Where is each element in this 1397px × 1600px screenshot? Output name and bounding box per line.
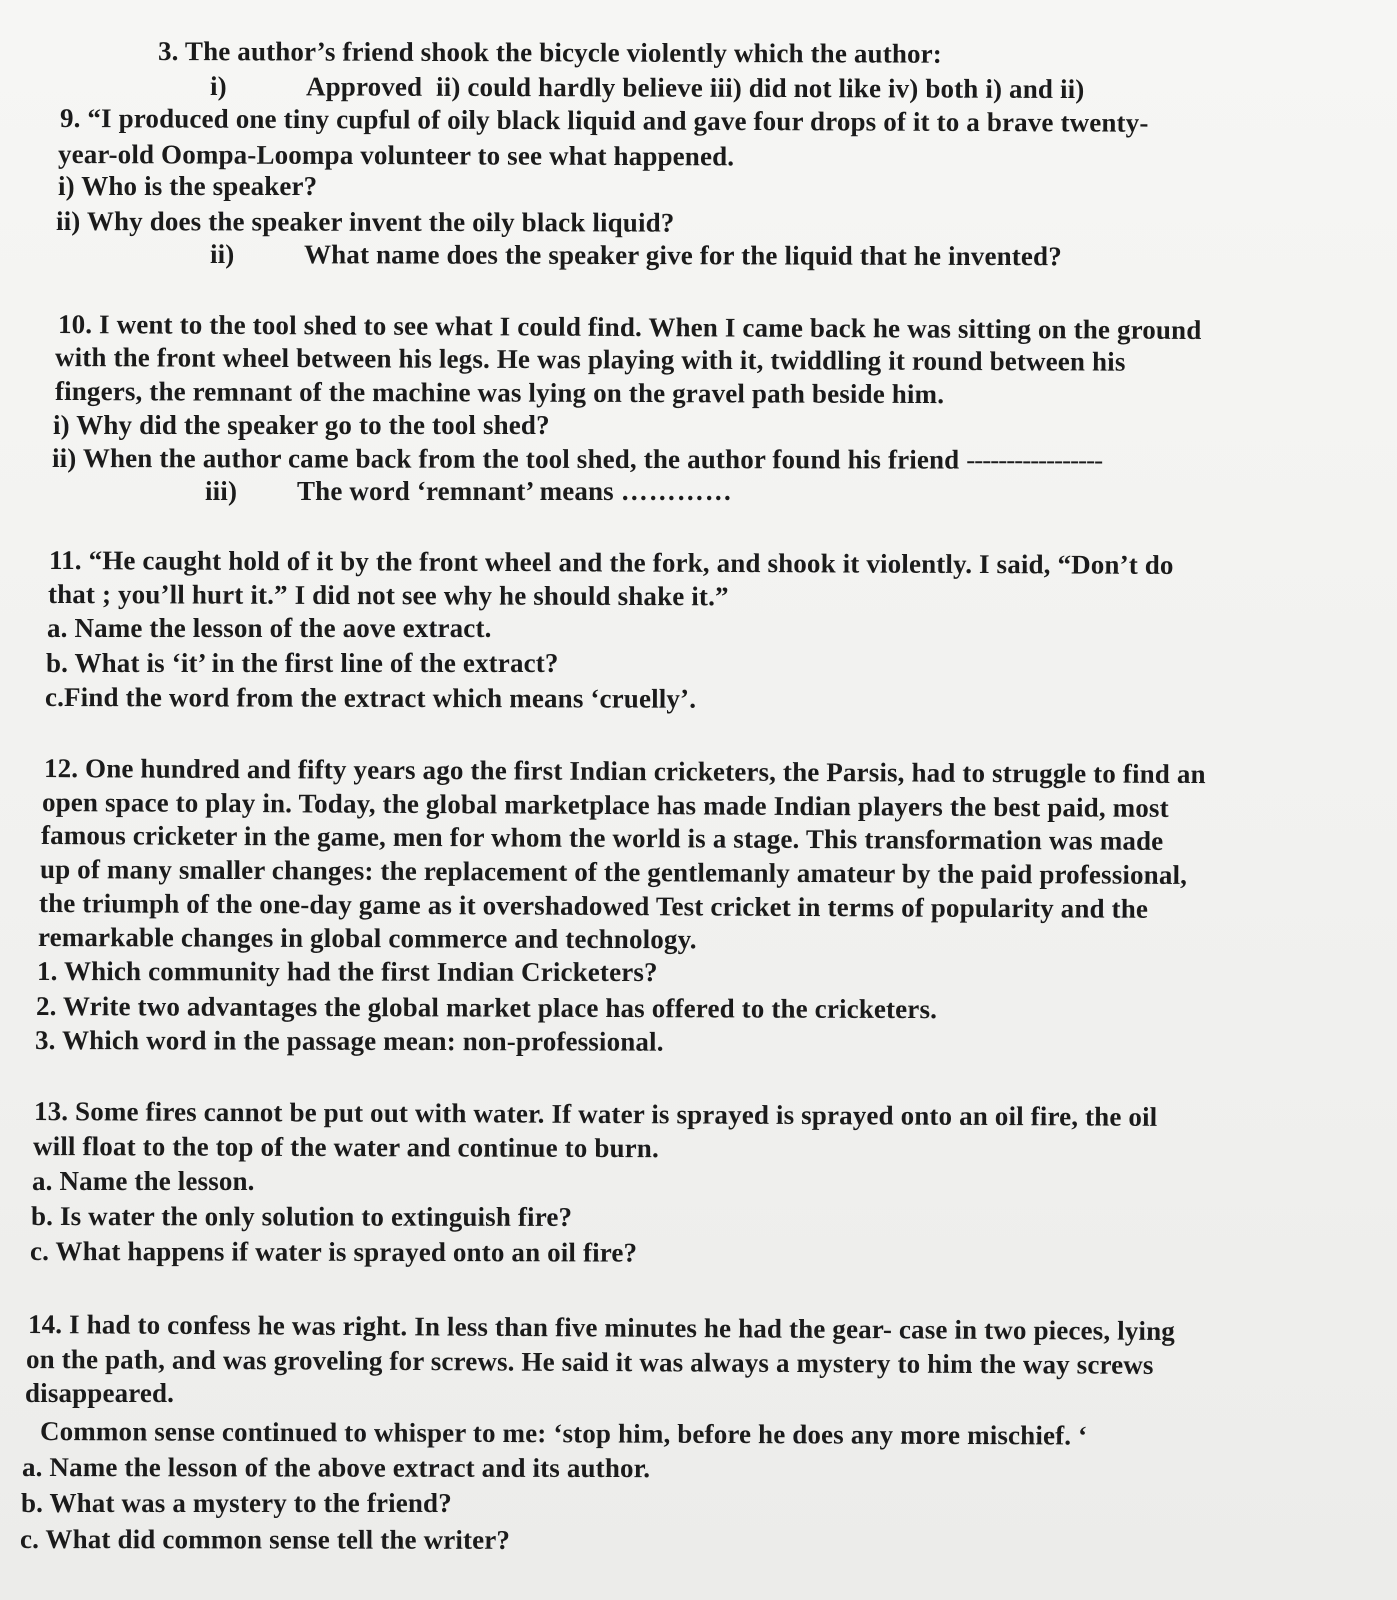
q13-passage-line-1: 13. Some fires cannot be put out with water. If water is sprayed is sprayed onto an oil fire, the oil [33, 1096, 1158, 1132]
q12-question-3: 3. Which word in the passage mean: non-professional. [34, 1025, 664, 1057]
q3-option-i-text: Approved [305, 71, 423, 102]
q3-option-i-number: i) [209, 71, 227, 102]
q9-question-iii-number: ii) [209, 239, 235, 270]
q12-question-1: 1. Which community had the first Indian Cricketers? [36, 956, 658, 988]
q10-question-ii-text: ii) When the author came back from the tool shed, the author found his friend [51, 443, 960, 475]
q11-question-c: c.Find the word from the extract which means ‘cruelly’. [44, 682, 697, 714]
q13-question-c: c. What happens if water is sprayed onto an oil fire? [29, 1236, 638, 1268]
q3-options [210, 69, 1085, 106]
q12-passage-line-3: famous cricketer in the game, men for whom the world is a stage. This transformation was made [40, 820, 1164, 856]
q11-passage-line-1: 11. “He caught hold of it by the front wheel and the fork, and shook it violently. I said, “Don’t do [48, 545, 1174, 580]
q12-question-2: 2. Write two advantages the global market place has offered to the cricketers. [35, 991, 938, 1025]
q9-question-i: i) Who is the speaker? [58, 171, 318, 201]
q10-question-ii [52, 441, 1102, 477]
q11-question-b: b. What is ‘it’ in the first line of the extract? [46, 648, 559, 678]
q12-passage-line-2: open space to play in. Today, the global marketplace has made Indian players the best paid, most [41, 787, 1169, 823]
q10-passage-line-2: with the front wheel between his legs. He was playing with it, twiddling it round between his [54, 342, 1126, 377]
q11-question-a: a. Name the lesson of the aove extract. [47, 613, 492, 643]
q3-options-rest: ii) could hardly believe iii) did not like iv) both i) and ii) [435, 71, 1085, 105]
q14-question-b: b. What was a mystery to the friend? [21, 1488, 452, 1518]
q12-passage-line-1: 12. One hundred and fifty years ago the first Indian cricketers, the Parsis, had to struggle to find an [43, 753, 1206, 790]
q10-passage-line-3: fingers, the remnant of the machine was lying on the gravel path beside him. [54, 376, 945, 410]
q9-question-ii: ii) Why does the speaker invent the oily black liquid? [55, 206, 675, 238]
q13-question-b: b. Is water the only solution to extinguish fire? [30, 1201, 573, 1232]
q10-question-iii [205, 474, 733, 508]
q10-question-iii-blank: ………… [620, 476, 733, 506]
q14-passage-line-1: 14. I had to confess he was right. In less than five minutes he had the gear- case in two pieces, lying [27, 1309, 1176, 1347]
q14-passage-line-4: Common sense continued to whisper to me: ‘stop him, before he does any more mischief. ‘ [39, 1416, 1088, 1451]
q13-passage-line-2: will float to the top of the water and continue to burn. [32, 1131, 659, 1164]
q14-passage-line-3: disappeared. [25, 1378, 175, 1408]
q3-stem: 3. The author’s friend shook the bicycle violently which the author: [157, 36, 943, 69]
q9-passage-line-1: 9. “I produced one tiny cupful of oily black liquid and gave four drops of it to a brave twenty- [59, 103, 1149, 138]
q12-passage-line-4: up of many smaller changes: the replacement of the gentlemanly amateur by the paid professional, [39, 854, 1188, 891]
q12-passage-line-5: the triumph of the one-day game as it overshadowed Test cricket in terms of popularity and the [38, 888, 1149, 924]
q10-passage-line-1: 10. I went to the tool shed to see what I could find. When I came back he was sitting on the ground [57, 309, 1202, 345]
q14-question-c: c. What did common sense tell the writer? [19, 1524, 511, 1555]
q10-question-iii-number: iii) [205, 476, 238, 506]
q13-question-a: a. Name the lesson. [32, 1166, 255, 1196]
q14-passage-line-2: on the path, and was groveling for screws. He said it was always a mystery to him the way screws [25, 1344, 1154, 1380]
q9-question-iii-text: What name does the speaker give for the liquid that he invented? [303, 239, 1062, 272]
q10-question-iii-text: The word ‘remnant’ means [297, 476, 614, 506]
q9-question-iii [210, 237, 1062, 273]
q10-question-ii-blank: ----------------- [966, 444, 1103, 475]
q11-passage-line-2: that ; you’ll hurt it.” I did not see why he should shake it.” [47, 579, 729, 612]
q9-passage-line-2: year-old Oompa-Loompa volunteer to see what happened. [57, 139, 735, 172]
q12-passage-line-6: remarkable changes in global commerce and technology. [37, 922, 697, 955]
q10-question-i: i) Why did the speaker go to the tool shed? [53, 410, 550, 440]
q14-question-a: a. Name the lesson of the above extract and its author. [21, 1452, 651, 1484]
